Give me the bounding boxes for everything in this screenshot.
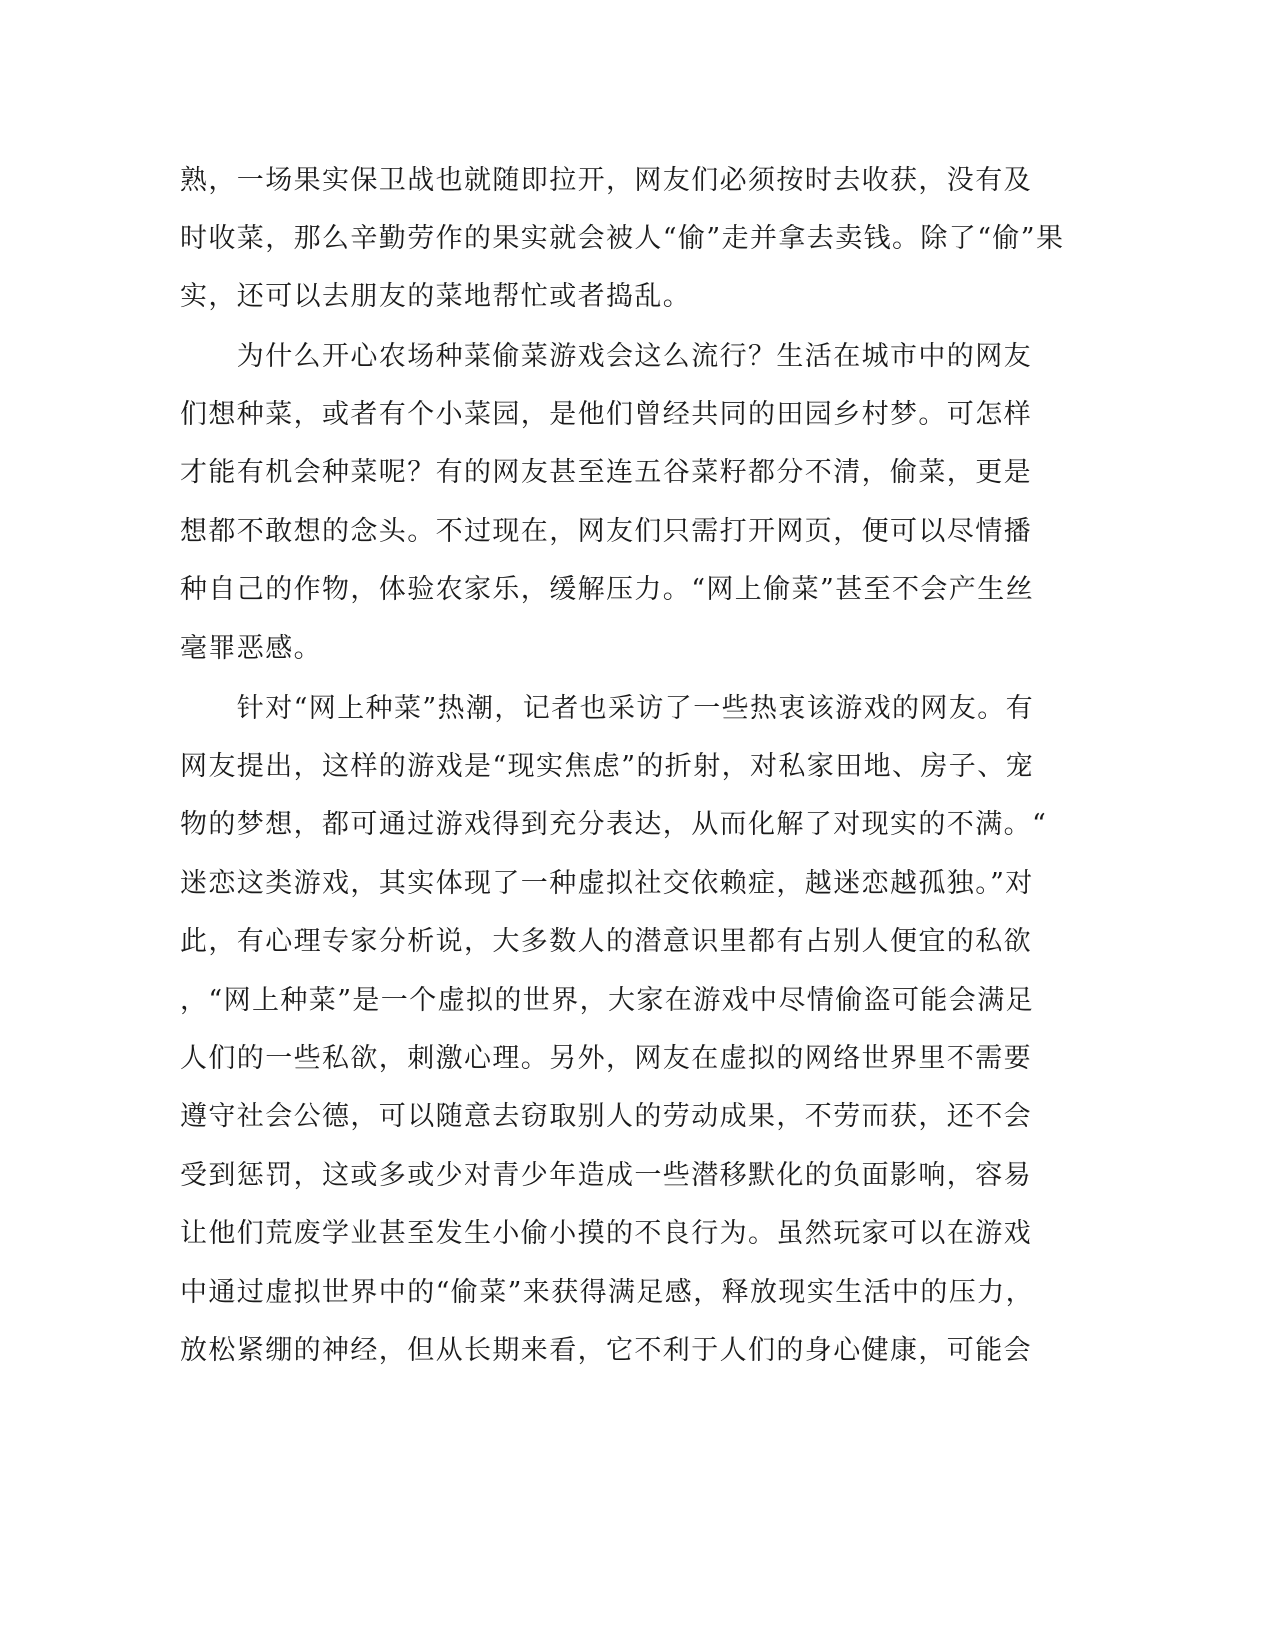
text-line: 让他们荒废学业甚至发生小偷小摸的不良行为。虽然玩家可以在游戏 <box>180 1218 1032 1249</box>
text-line: 受到惩罚，这或多或少对青少年造成一些潜移默化的负面影响，容易 <box>180 1160 1032 1191</box>
text-line: 中通过虚拟世界中的“偷菜”来获得满足感，释放现实生活中的压力， <box>180 1277 1035 1308</box>
text-line: 为什么开心农场种菜偷菜游戏会这么流行？生活在城市中的网友 <box>180 341 1032 372</box>
text-line: 想都不敢想的念头。不过现在，网友们只需打开网页，便可以尽情播 <box>180 516 1032 547</box>
text-line: 时收菜，那么辛勤劳作的果实就会被人“偷”走并拿去卖钱。除了“偷”果 <box>180 223 1065 254</box>
text-line: 人们的一些私欲，刺激心理。另外，网友在虚拟的网络世界里不需要 <box>180 1043 1032 1074</box>
text-line: 网友提出，这样的游戏是“现实焦虑”的折射，对私家田地、房子、宠 <box>180 751 1035 782</box>
text-line: 此，有心理专家分析说，大多数人的潜意识里都有占别人便宜的私欲 <box>180 926 1032 957</box>
text-line: 毫罪恶感。 <box>180 633 322 664</box>
text-line: 才能有机会种菜呢？有的网友甚至连五谷菜籽都分不清，偷菜，更是 <box>180 457 1032 488</box>
text-line: 物的梦想，都可通过游戏得到充分表达，从而化解了对现实的不满。“ <box>180 809 1048 840</box>
text-line: 实，还可以去朋友的菜地帮忙或者捣乱。 <box>180 281 692 312</box>
text-line: 迷恋这类游戏，其实体现了一种虚拟社交依赖症，越迷恋越孤独。”对 <box>180 868 1034 899</box>
text-line: 们想种菜，或者有个小菜园，是他们曾经共同的田园乡村梦。可怎样 <box>180 399 1032 430</box>
text-line: 种自己的作物，体验农家乐，缓解压力。“网上偷菜”甚至不会产生丝 <box>180 574 1035 605</box>
text-line: 遵守社会公德，可以随意去窃取别人的劳动成果，不劳而获，还不会 <box>180 1101 1032 1132</box>
text-line: 熟，一场果实保卫战也就随即拉开，网友们必须按时去收获，没有及 <box>180 165 1032 196</box>
text-line: 放松紧绷的神经，但从长期来看，它不利于人们的身心健康，可能会 <box>180 1335 1032 1366</box>
text-line: 针对“网上种菜”热潮，记者也采访了一些热衷该游戏的网友。有 <box>180 693 1035 724</box>
text-line: ，“网上种菜”是一个虚拟的世界，大家在游戏中尽情偷盗可能会满足 <box>180 985 1035 1016</box>
